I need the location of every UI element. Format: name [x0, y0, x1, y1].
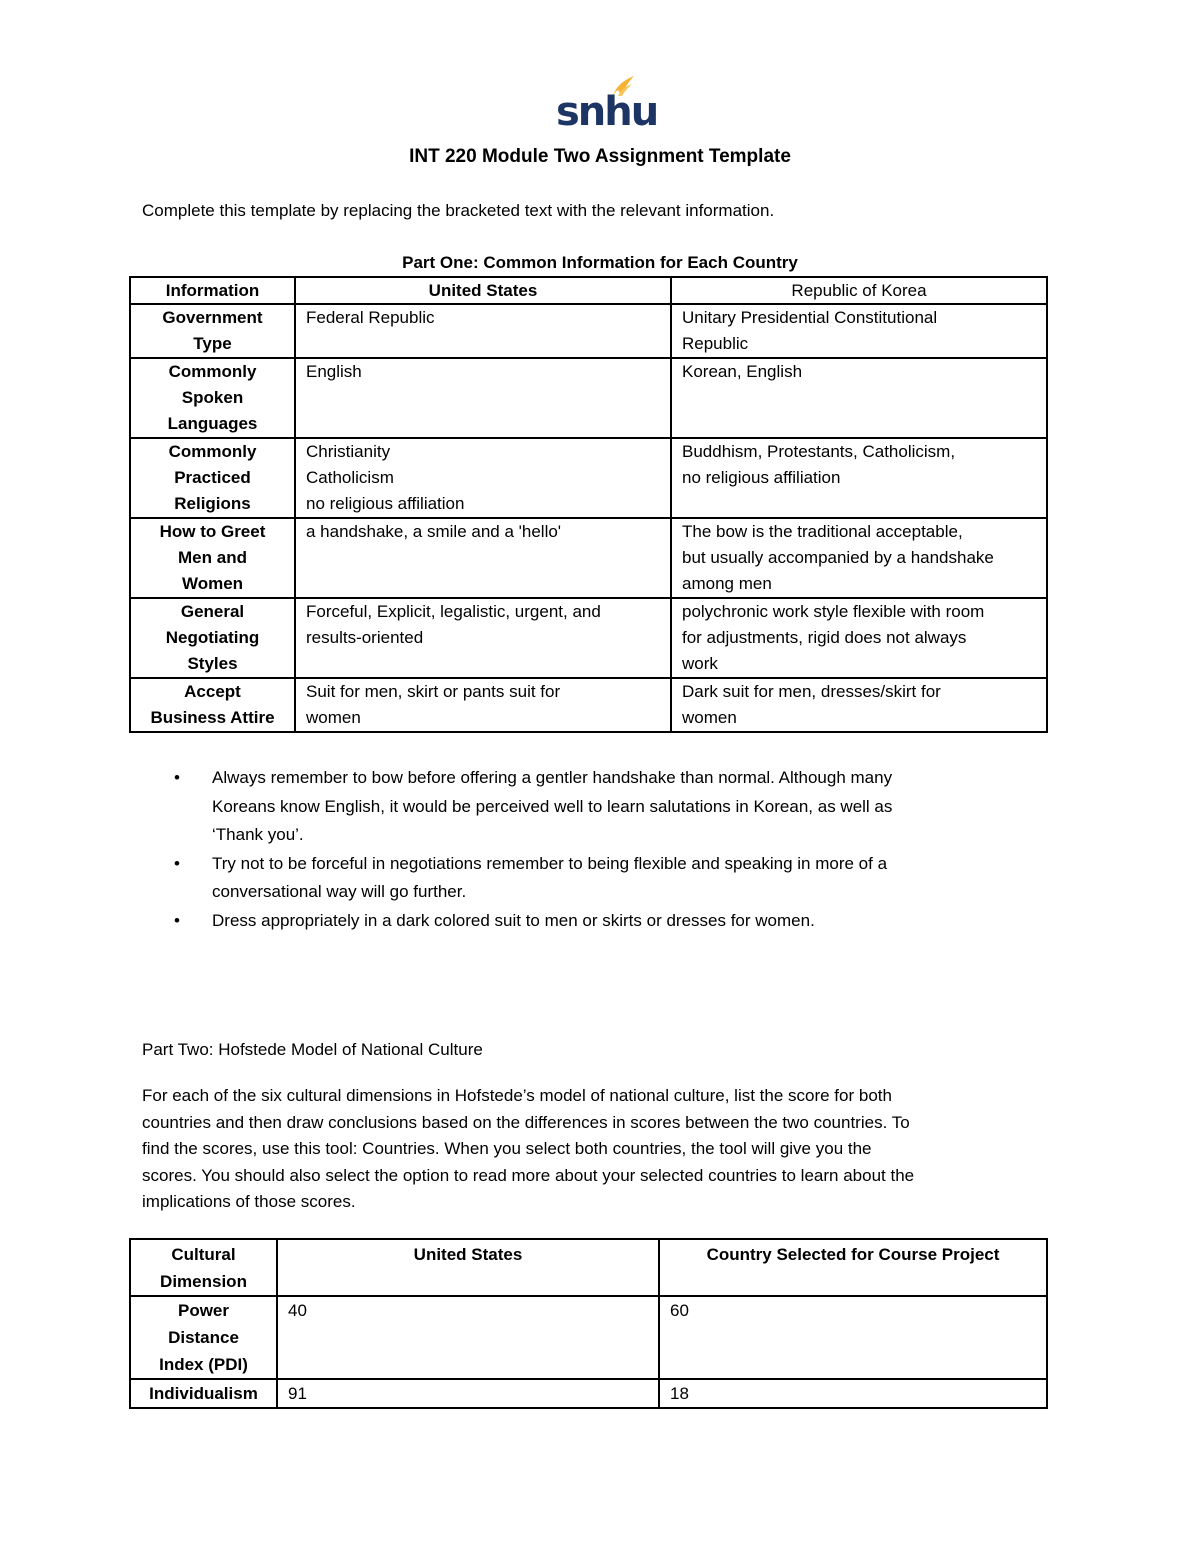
cell-republic-of-korea: Buddhism, Protestants, Catholicism, no religious affiliation	[671, 438, 1047, 518]
header-country-selected: Country Selected for Course Project	[659, 1239, 1047, 1296]
common-information-table	[129, 276, 1048, 733]
hofstede-table	[129, 1238, 1048, 1409]
intro-text: Complete this template by replacing the bracketed text with the relevant information.	[142, 201, 775, 220]
header-united-states: United States	[277, 1239, 659, 1296]
part-two-title: Part Two: Hofstede Model of National Culture	[142, 1040, 483, 1059]
row-label: How to Greet Men and Women	[130, 518, 295, 598]
cell-united-states: a handshake, a smile and a 'hello'	[295, 518, 671, 598]
header-republic-of-korea: Republic of Korea	[671, 277, 1047, 304]
table-header-row	[130, 1239, 1047, 1296]
header-information: Information	[130, 277, 295, 304]
table-row	[130, 1296, 1047, 1379]
score-selected-country: 60	[659, 1296, 1047, 1379]
table-row	[130, 518, 1047, 598]
cell-united-states: Federal Republic	[295, 304, 671, 358]
cell-republic-of-korea: Dark suit for men, dresses/skirt for women	[671, 678, 1047, 732]
header-cultural-dimension: Cultural Dimension	[130, 1239, 277, 1296]
list-item: • Dress appropriately in a dark colored suit to men or skirts or dresses for women.	[170, 907, 1040, 936]
cell-united-states: Forceful, Explicit, legalistic, urgent, and results-oriented	[295, 598, 671, 678]
document-title: INT 220 Module Two Assignment Template	[409, 146, 791, 167]
dimension-label: Individualism	[130, 1379, 277, 1408]
tips-list	[170, 764, 1040, 935]
cell-republic-of-korea: polychronic work style flexible with room for adjustments, rigid does not always work	[671, 598, 1047, 678]
snhu-logo	[556, 74, 658, 135]
dimension-label: Power Distance Index (PDI)	[130, 1296, 277, 1379]
list-item: • Always remember to bow before offering a gentler handshake than normal. Although many Koreans know English, it would be perceived well to learn salutations in Korean, as well as ‘Thank you’.	[170, 764, 1040, 850]
row-label: Commonly Spoken Languages	[130, 358, 295, 438]
bullet-icon: •	[174, 910, 180, 930]
row-label: Accept Business Attire	[130, 678, 295, 732]
table-row	[130, 1379, 1047, 1408]
table-row	[130, 304, 1047, 358]
bullet-icon: •	[174, 768, 180, 787]
row-label: Government Type	[130, 304, 295, 358]
table-row	[130, 438, 1047, 518]
cell-united-states: English	[295, 358, 671, 438]
score-united-states: 40	[277, 1296, 659, 1379]
header-united-states: United States	[295, 277, 671, 304]
bullet-icon: •	[174, 853, 180, 873]
cell-united-states: Suit for men, skirt or pants suit for women	[295, 678, 671, 732]
logo-wordmark: snhu	[556, 89, 658, 135]
part-one-title: Part One: Common Information for Each Country	[402, 253, 798, 272]
cell-republic-of-korea: The bow is the traditional acceptable, but usually accompanied by a handshake among men	[671, 518, 1047, 598]
score-selected-country: 18	[659, 1379, 1047, 1408]
table-row	[130, 678, 1047, 732]
part-two-instructions: For each of the six cultural dimensions in Hofstede’s model of national culture, list the score for both countries and then draw conclusions based on the differences in scores between the two countries. To find the scores, use this tool: Countries. When you select both countries, the tool will give you the scores. You should also select the option to read more about your selected countries to learn about the implications of those scores.	[142, 1086, 915, 1211]
table-header-row	[130, 277, 1047, 304]
table-row	[130, 358, 1047, 438]
row-label: Commonly Practiced Religions	[130, 438, 295, 518]
table-row	[130, 598, 1047, 678]
cell-republic-of-korea: Korean, English	[671, 358, 1047, 438]
row-label: General Negotiating Styles	[130, 598, 295, 678]
list-item: • Try not to be forceful in negotiations remember to being flexible and speaking in more of a conversational way will go further.	[170, 850, 1040, 907]
cell-united-states: Christianity Catholicism no religious affiliation	[295, 438, 671, 518]
cell-republic-of-korea: Unitary Presidential Constitutional Republic	[671, 304, 1047, 358]
score-united-states: 91	[277, 1379, 659, 1408]
